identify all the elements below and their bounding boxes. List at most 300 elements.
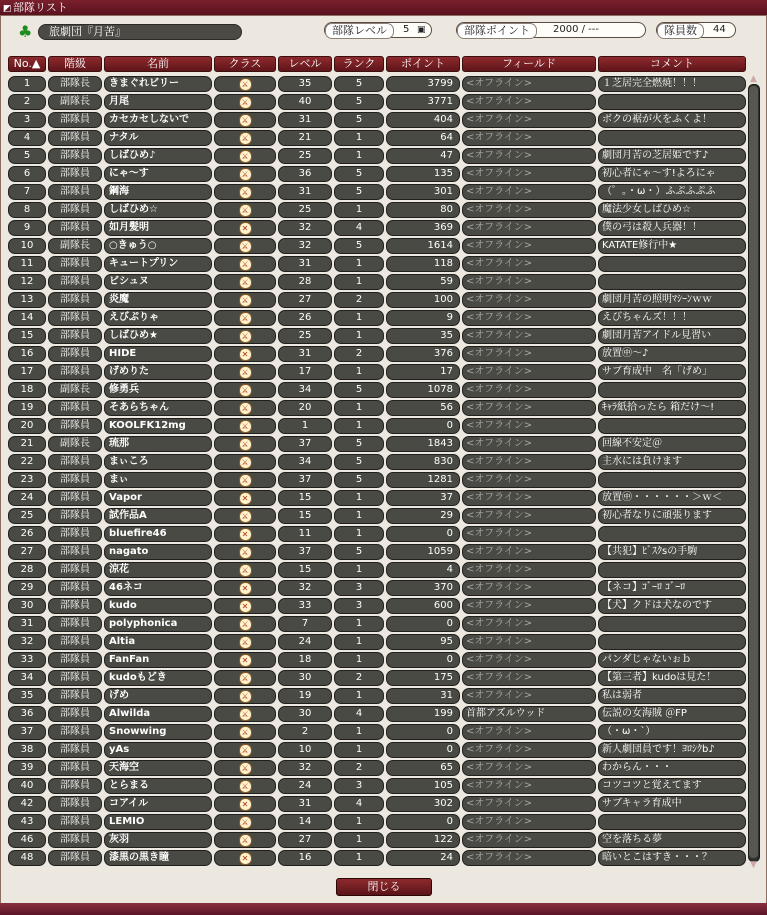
cell-field: <オフライン> xyxy=(462,220,596,236)
cell-comment: 伝説の女海賊 ＠FP xyxy=(598,706,746,722)
cell-no: 38 xyxy=(8,742,46,758)
cell-name: 漆黒の黒き瞳 xyxy=(104,850,212,866)
cell-name: しばひめ★ xyxy=(104,328,212,344)
cell-rank-title: 部隊員 xyxy=(48,850,102,866)
sword-class-icon: ⚔ xyxy=(239,636,252,649)
table-row[interactable] xyxy=(0,669,750,686)
cell-class xyxy=(214,742,276,758)
table-row[interactable] xyxy=(0,273,750,290)
cell-no: 11 xyxy=(8,256,46,272)
cell-class xyxy=(214,778,276,794)
cell-field: <オフライン> xyxy=(462,454,596,470)
cell-rank-title: 部隊員 xyxy=(48,418,102,434)
cell-comment: 主水には負けます xyxy=(598,454,746,470)
cell-points: 302 xyxy=(386,796,460,812)
cell-no: 37 xyxy=(8,724,46,740)
cell-points: 17 xyxy=(386,364,460,380)
table-row[interactable] xyxy=(0,255,750,272)
cell-class xyxy=(214,850,276,866)
clover-icon: ♣ xyxy=(18,22,33,41)
table-row[interactable] xyxy=(0,579,750,596)
cell-field: <オフライン> xyxy=(462,130,596,146)
cell-comment: サブ育成中 名「げめ」 xyxy=(598,364,746,380)
cell-name: そあらちゃん xyxy=(104,400,212,416)
cell-comment xyxy=(598,382,746,398)
cell-points: 0 xyxy=(386,616,460,632)
col-header-rank[interactable]: ランク xyxy=(334,56,384,72)
cell-class xyxy=(214,130,276,146)
col-header-level[interactable]: レベル xyxy=(278,56,332,72)
cell-rank-title: 部隊員 xyxy=(48,220,102,236)
cell-rank: 5 xyxy=(334,94,384,110)
cell-points: 24 xyxy=(386,850,460,866)
cell-level: 19 xyxy=(278,688,332,704)
sword-class-icon: ⚔ xyxy=(239,474,252,487)
table-row[interactable] xyxy=(0,705,750,722)
cell-name: 炎魔 xyxy=(104,292,212,308)
cell-field: <オフライン> xyxy=(462,418,596,434)
table-row[interactable] xyxy=(0,741,750,758)
cell-points: 404 xyxy=(386,112,460,128)
table-row[interactable] xyxy=(0,111,750,128)
cell-no: 29 xyxy=(8,580,46,596)
cell-name: ○きゅう○ xyxy=(104,238,212,254)
cell-points: 0 xyxy=(386,526,460,542)
cell-rank: 2 xyxy=(334,760,384,776)
cell-points: 0 xyxy=(386,418,460,434)
cell-field: <オフライン> xyxy=(462,436,596,452)
cell-rank-title: 部隊員 xyxy=(48,454,102,470)
cell-points: 64 xyxy=(386,130,460,146)
cell-rank-title: 部隊員 xyxy=(48,202,102,218)
cell-level: 28 xyxy=(278,274,332,290)
cell-points: 31 xyxy=(386,688,460,704)
cell-rank: 1 xyxy=(334,814,384,830)
cell-rank: 5 xyxy=(334,454,384,470)
cell-rank: 1 xyxy=(334,400,384,416)
cell-rank: 5 xyxy=(334,112,384,128)
cell-points: 1843 xyxy=(386,436,460,452)
col-header-class[interactable]: クラス xyxy=(214,56,276,72)
cell-points: 1614 xyxy=(386,238,460,254)
table-row[interactable] xyxy=(0,561,750,578)
sword-class-icon: ⚔ xyxy=(239,672,252,685)
table-row[interactable] xyxy=(0,723,750,740)
cell-comment xyxy=(598,616,746,632)
close-button[interactable]: 閉じる xyxy=(336,878,432,896)
col-header-points[interactable]: ポイント xyxy=(386,56,460,72)
table-row[interactable] xyxy=(0,453,750,470)
cell-no: 36 xyxy=(8,706,46,722)
cell-name: Alwilda xyxy=(104,706,212,722)
sword-class-icon: ⚔ xyxy=(239,438,252,451)
cell-rank: 5 xyxy=(334,238,384,254)
cell-no: 32 xyxy=(8,634,46,650)
cell-name: 天海空 xyxy=(104,760,212,776)
cell-rank-title: 部隊員 xyxy=(48,274,102,290)
cell-no: 3 xyxy=(8,112,46,128)
cell-class xyxy=(214,472,276,488)
cell-name: 修勇兵 xyxy=(104,382,212,398)
cell-name: しばひめ☆ xyxy=(104,202,212,218)
table-row[interactable] xyxy=(0,381,750,398)
table-row[interactable] xyxy=(0,345,750,362)
cell-name: きまぐれビリー xyxy=(104,76,212,92)
table-row[interactable] xyxy=(0,759,750,776)
cell-rank: 1 xyxy=(334,364,384,380)
cell-no: 10 xyxy=(8,238,46,254)
cell-comment xyxy=(598,526,746,542)
guild-level-display xyxy=(324,22,432,38)
cell-points: 29 xyxy=(386,508,460,524)
table-row[interactable] xyxy=(0,471,750,488)
cell-level: 34 xyxy=(278,382,332,398)
cell-rank-title: 部隊員 xyxy=(48,688,102,704)
cell-no: 26 xyxy=(8,526,46,542)
cell-rank: 1 xyxy=(334,526,384,542)
table-row[interactable] xyxy=(0,435,750,452)
cell-comment: 初心者なりに頑張ります xyxy=(598,508,746,524)
scroll-up-icon[interactable]: ▲ xyxy=(750,74,757,84)
cell-no: 22 xyxy=(8,454,46,470)
table-row[interactable] xyxy=(0,597,750,614)
cell-class xyxy=(214,760,276,776)
cell-field: <オフライン> xyxy=(462,580,596,596)
cell-name: 試作品A xyxy=(104,508,212,524)
cell-level: 32 xyxy=(278,760,332,776)
cell-level: 37 xyxy=(278,544,332,560)
cell-field: <オフライン> xyxy=(462,796,596,812)
cell-no: 8 xyxy=(8,202,46,218)
cell-comment: 初心者にゃ～す!よろにゃ xyxy=(598,166,746,182)
cell-name: 涼花 xyxy=(104,562,212,578)
cell-comment: 劇団月苦の芝居姫です♪ xyxy=(598,148,746,164)
cell-name: まぃころ xyxy=(104,454,212,470)
cell-name: Vapor xyxy=(104,490,212,506)
cell-level: 31 xyxy=(278,184,332,200)
table-row[interactable] xyxy=(0,831,750,848)
cell-comment: （゜。・ω・）ふぷふぷふ xyxy=(598,184,746,200)
cell-rank-title: 部隊員 xyxy=(48,310,102,326)
cell-class xyxy=(214,382,276,398)
cell-no: 15 xyxy=(8,328,46,344)
cell-no: 19 xyxy=(8,400,46,416)
cell-name: FanFan xyxy=(104,652,212,668)
table-row[interactable] xyxy=(0,219,750,236)
cell-rank: 1 xyxy=(334,130,384,146)
cell-level: 18 xyxy=(278,652,332,668)
cell-rank-title: 部隊員 xyxy=(48,364,102,380)
cell-class xyxy=(214,148,276,164)
cell-points: 122 xyxy=(386,832,460,848)
cell-comment xyxy=(598,256,746,272)
sword-class-icon: ⚔ xyxy=(239,312,252,325)
cell-points: 370 xyxy=(386,580,460,596)
table-row[interactable] xyxy=(0,525,750,542)
table-row[interactable] xyxy=(0,399,750,416)
cell-rank: 3 xyxy=(334,598,384,614)
cell-comment: KATATE修行中★ xyxy=(598,238,746,254)
cell-no: 17 xyxy=(8,364,46,380)
sword-class-icon: ⚔ xyxy=(239,780,252,793)
table-row[interactable] xyxy=(0,201,750,218)
cell-rank-title: 副隊長 xyxy=(48,238,102,254)
cell-class xyxy=(214,328,276,344)
cell-field: 首都アズルウッド xyxy=(462,706,596,722)
cell-rank-title: 副隊長 xyxy=(48,436,102,452)
table-row[interactable] xyxy=(0,327,750,344)
sword-class-icon: ⚔ xyxy=(239,690,252,703)
cell-field: <オフライン> xyxy=(462,184,596,200)
cell-points: 47 xyxy=(386,148,460,164)
scroll-thumb[interactable] xyxy=(749,86,758,858)
table-row[interactable] xyxy=(0,615,750,632)
cell-rank-title: 副隊長 xyxy=(48,382,102,398)
sword-class-icon: ⚔ xyxy=(239,420,252,433)
table-row[interactable] xyxy=(0,489,750,506)
cell-no: 2 xyxy=(8,94,46,110)
cell-field: <オフライン> xyxy=(462,148,596,164)
cell-points: 100 xyxy=(386,292,460,308)
cell-class xyxy=(214,598,276,614)
cell-rank: 1 xyxy=(334,616,384,632)
table-row[interactable] xyxy=(0,183,750,200)
cell-points: 9 xyxy=(386,310,460,326)
table-row[interactable] xyxy=(0,93,750,110)
cell-points: 80 xyxy=(386,202,460,218)
cell-points: 135 xyxy=(386,166,460,182)
cell-no: 42 xyxy=(8,796,46,812)
cell-field: <オフライン> xyxy=(462,670,596,686)
cell-name: キュートプリン xyxy=(104,256,212,272)
cell-class xyxy=(214,400,276,416)
cell-comment: 暗いとこはすき・・・？ xyxy=(598,850,746,866)
cell-no: 6 xyxy=(8,166,46,182)
cell-field: <オフライン> xyxy=(462,364,596,380)
cell-level: 35 xyxy=(278,76,332,92)
cell-name: 如月髪明 xyxy=(104,220,212,236)
cell-name: 灰羽 xyxy=(104,832,212,848)
cell-class xyxy=(214,454,276,470)
cell-class xyxy=(214,688,276,704)
cross-class-icon: ✕ xyxy=(239,582,252,595)
cell-rank: 2 xyxy=(334,346,384,362)
cell-points: 199 xyxy=(386,706,460,722)
cell-class xyxy=(214,508,276,524)
col-header-name[interactable]: 名前 xyxy=(104,56,212,72)
cell-field: <オフライン> xyxy=(462,760,596,776)
col-header-rank-title[interactable]: 階級 xyxy=(48,56,102,72)
cell-field: <オフライン> xyxy=(462,94,596,110)
window-bottom-border xyxy=(0,903,767,915)
cell-no: 39 xyxy=(8,760,46,776)
table-row[interactable] xyxy=(0,417,750,434)
cell-rank: 5 xyxy=(334,436,384,452)
cell-rank-title: 部隊員 xyxy=(48,670,102,686)
cell-rank: 3 xyxy=(334,778,384,794)
table-row[interactable] xyxy=(0,309,750,326)
col-header-no[interactable]: No.▲ xyxy=(8,56,46,72)
cell-rank: 5 xyxy=(334,166,384,182)
cell-no: 9 xyxy=(8,220,46,236)
cell-points: 1078 xyxy=(386,382,460,398)
table-row[interactable] xyxy=(0,849,750,866)
cell-field: <オフライン> xyxy=(462,634,596,650)
cell-rank: 1 xyxy=(334,832,384,848)
cell-points: 65 xyxy=(386,760,460,776)
cell-rank-title: 部隊員 xyxy=(48,706,102,722)
table-row[interactable] xyxy=(0,651,750,668)
table-row[interactable] xyxy=(0,165,750,182)
cell-level: 2 xyxy=(278,724,332,740)
cell-points: 3771 xyxy=(386,94,460,110)
cell-rank-title: 部隊員 xyxy=(48,760,102,776)
cell-rank: 5 xyxy=(334,544,384,560)
cell-field: <オフライン> xyxy=(462,400,596,416)
cross-class-icon: ✕ xyxy=(239,528,252,541)
table-row[interactable] xyxy=(0,813,750,830)
cell-rank: 3 xyxy=(334,580,384,596)
cell-rank: 4 xyxy=(334,706,384,722)
cell-level: 36 xyxy=(278,166,332,182)
cell-field: <オフライン> xyxy=(462,562,596,578)
cell-class xyxy=(214,706,276,722)
cell-rank-title: 部隊員 xyxy=(48,652,102,668)
cell-class xyxy=(214,490,276,506)
cell-field: <オフライン> xyxy=(462,292,596,308)
table-row[interactable] xyxy=(0,129,750,146)
cell-level: 27 xyxy=(278,292,332,308)
cell-rank: 1 xyxy=(334,274,384,290)
cell-comment: 放置㊥～♪ xyxy=(598,346,746,362)
cell-points: 37 xyxy=(386,490,460,506)
cell-field: <オフライン> xyxy=(462,202,596,218)
cell-no: 20 xyxy=(8,418,46,434)
member-count-label: 隊員数 xyxy=(657,23,704,39)
cell-rank-title: 部隊員 xyxy=(48,400,102,416)
sword-class-icon: ⚔ xyxy=(239,132,252,145)
cell-field: <オフライン> xyxy=(462,166,596,182)
cell-name: にゃ～す xyxy=(104,166,212,182)
cell-no: 24 xyxy=(8,490,46,506)
cell-rank: 5 xyxy=(334,184,384,200)
cell-level: 32 xyxy=(278,220,332,236)
cell-name: しばひめ♪ xyxy=(104,148,212,164)
member-count-display xyxy=(656,22,736,38)
cell-class xyxy=(214,112,276,128)
cell-level: 17 xyxy=(278,364,332,380)
cell-comment: 劇団月苦の照明ﾏｼｰﾝｗｗ xyxy=(598,292,746,308)
cell-rank: 1 xyxy=(334,202,384,218)
scroll-down-icon[interactable]: ▼ xyxy=(750,860,757,870)
table-row[interactable] xyxy=(0,237,750,254)
col-header-comment[interactable]: コメント xyxy=(598,56,746,72)
cell-comment xyxy=(598,814,746,830)
member-list-scrollbar[interactable] xyxy=(746,74,760,870)
cell-no: 7 xyxy=(8,184,46,200)
cross-class-icon: ✕ xyxy=(239,654,252,667)
cell-points: 600 xyxy=(386,598,460,614)
sword-class-icon: ⚔ xyxy=(239,744,252,757)
sword-class-icon: ⚔ xyxy=(239,150,252,163)
cell-rank: 1 xyxy=(334,418,384,434)
cell-points: 3799 xyxy=(386,76,460,92)
guild-level-label: 部隊レベル xyxy=(325,23,394,39)
cell-level: 25 xyxy=(278,202,332,218)
sword-class-icon: ⚔ xyxy=(239,726,252,739)
cell-class xyxy=(214,436,276,452)
table-row[interactable] xyxy=(0,543,750,560)
cell-comment: （・ω・`） xyxy=(598,724,746,740)
cell-points: 0 xyxy=(386,742,460,758)
cell-level: 31 xyxy=(278,796,332,812)
cell-level: 24 xyxy=(278,634,332,650)
table-row[interactable] xyxy=(0,687,750,704)
cell-level: 30 xyxy=(278,670,332,686)
cell-comment: 回線不安定＠ xyxy=(598,436,746,452)
table-row[interactable] xyxy=(0,75,750,92)
cell-level: 32 xyxy=(278,238,332,254)
table-row[interactable] xyxy=(0,147,750,164)
cell-class xyxy=(214,616,276,632)
cell-level: 25 xyxy=(278,328,332,344)
cell-points: 4 xyxy=(386,562,460,578)
cell-level: 15 xyxy=(278,562,332,578)
cell-points: 376 xyxy=(386,346,460,362)
cell-points: 1059 xyxy=(386,544,460,560)
cell-points: 0 xyxy=(386,814,460,830)
cell-comment: 【犬】クドは犬なのです xyxy=(598,598,746,614)
cell-rank-title: 部隊員 xyxy=(48,724,102,740)
cell-field: <オフライン> xyxy=(462,472,596,488)
cell-rank: 5 xyxy=(334,382,384,398)
cell-name: カセカセしないで xyxy=(104,112,212,128)
cell-name: nagato xyxy=(104,544,212,560)
table-row[interactable] xyxy=(0,291,750,308)
cell-field: <オフライン> xyxy=(462,238,596,254)
member-count-value: 44 xyxy=(713,24,726,35)
cell-points: 35 xyxy=(386,328,460,344)
cell-level: 40 xyxy=(278,94,332,110)
table-row[interactable] xyxy=(0,507,750,524)
cell-rank: 2 xyxy=(334,292,384,308)
cell-field: <オフライン> xyxy=(462,652,596,668)
cell-rank-title: 部隊員 xyxy=(48,544,102,560)
guild-points-label: 部隊ポイント xyxy=(457,23,537,39)
cell-rank-title: 部隊員 xyxy=(48,832,102,848)
cell-no: 40 xyxy=(8,778,46,794)
col-header-field[interactable]: フィールド xyxy=(462,56,596,72)
sword-class-icon: ⚔ xyxy=(239,330,252,343)
cell-level: 27 xyxy=(278,832,332,848)
table-row[interactable] xyxy=(0,633,750,650)
cell-rank-title: 部隊員 xyxy=(48,526,102,542)
sword-class-icon: ⚔ xyxy=(239,186,252,199)
cell-rank-title: 部隊員 xyxy=(48,580,102,596)
cell-name: まぃ xyxy=(104,472,212,488)
cell-no: 5 xyxy=(8,148,46,164)
cell-points: 95 xyxy=(386,634,460,650)
cell-level: 15 xyxy=(278,490,332,506)
guild-info-bar xyxy=(14,22,760,42)
table-row[interactable] xyxy=(0,795,750,812)
sword-class-icon: ⚔ xyxy=(239,384,252,397)
cell-no: 18 xyxy=(8,382,46,398)
cell-name: ナタル xyxy=(104,130,212,146)
table-row[interactable] xyxy=(0,777,750,794)
table-row[interactable] xyxy=(0,363,750,380)
cell-no: 33 xyxy=(8,652,46,668)
